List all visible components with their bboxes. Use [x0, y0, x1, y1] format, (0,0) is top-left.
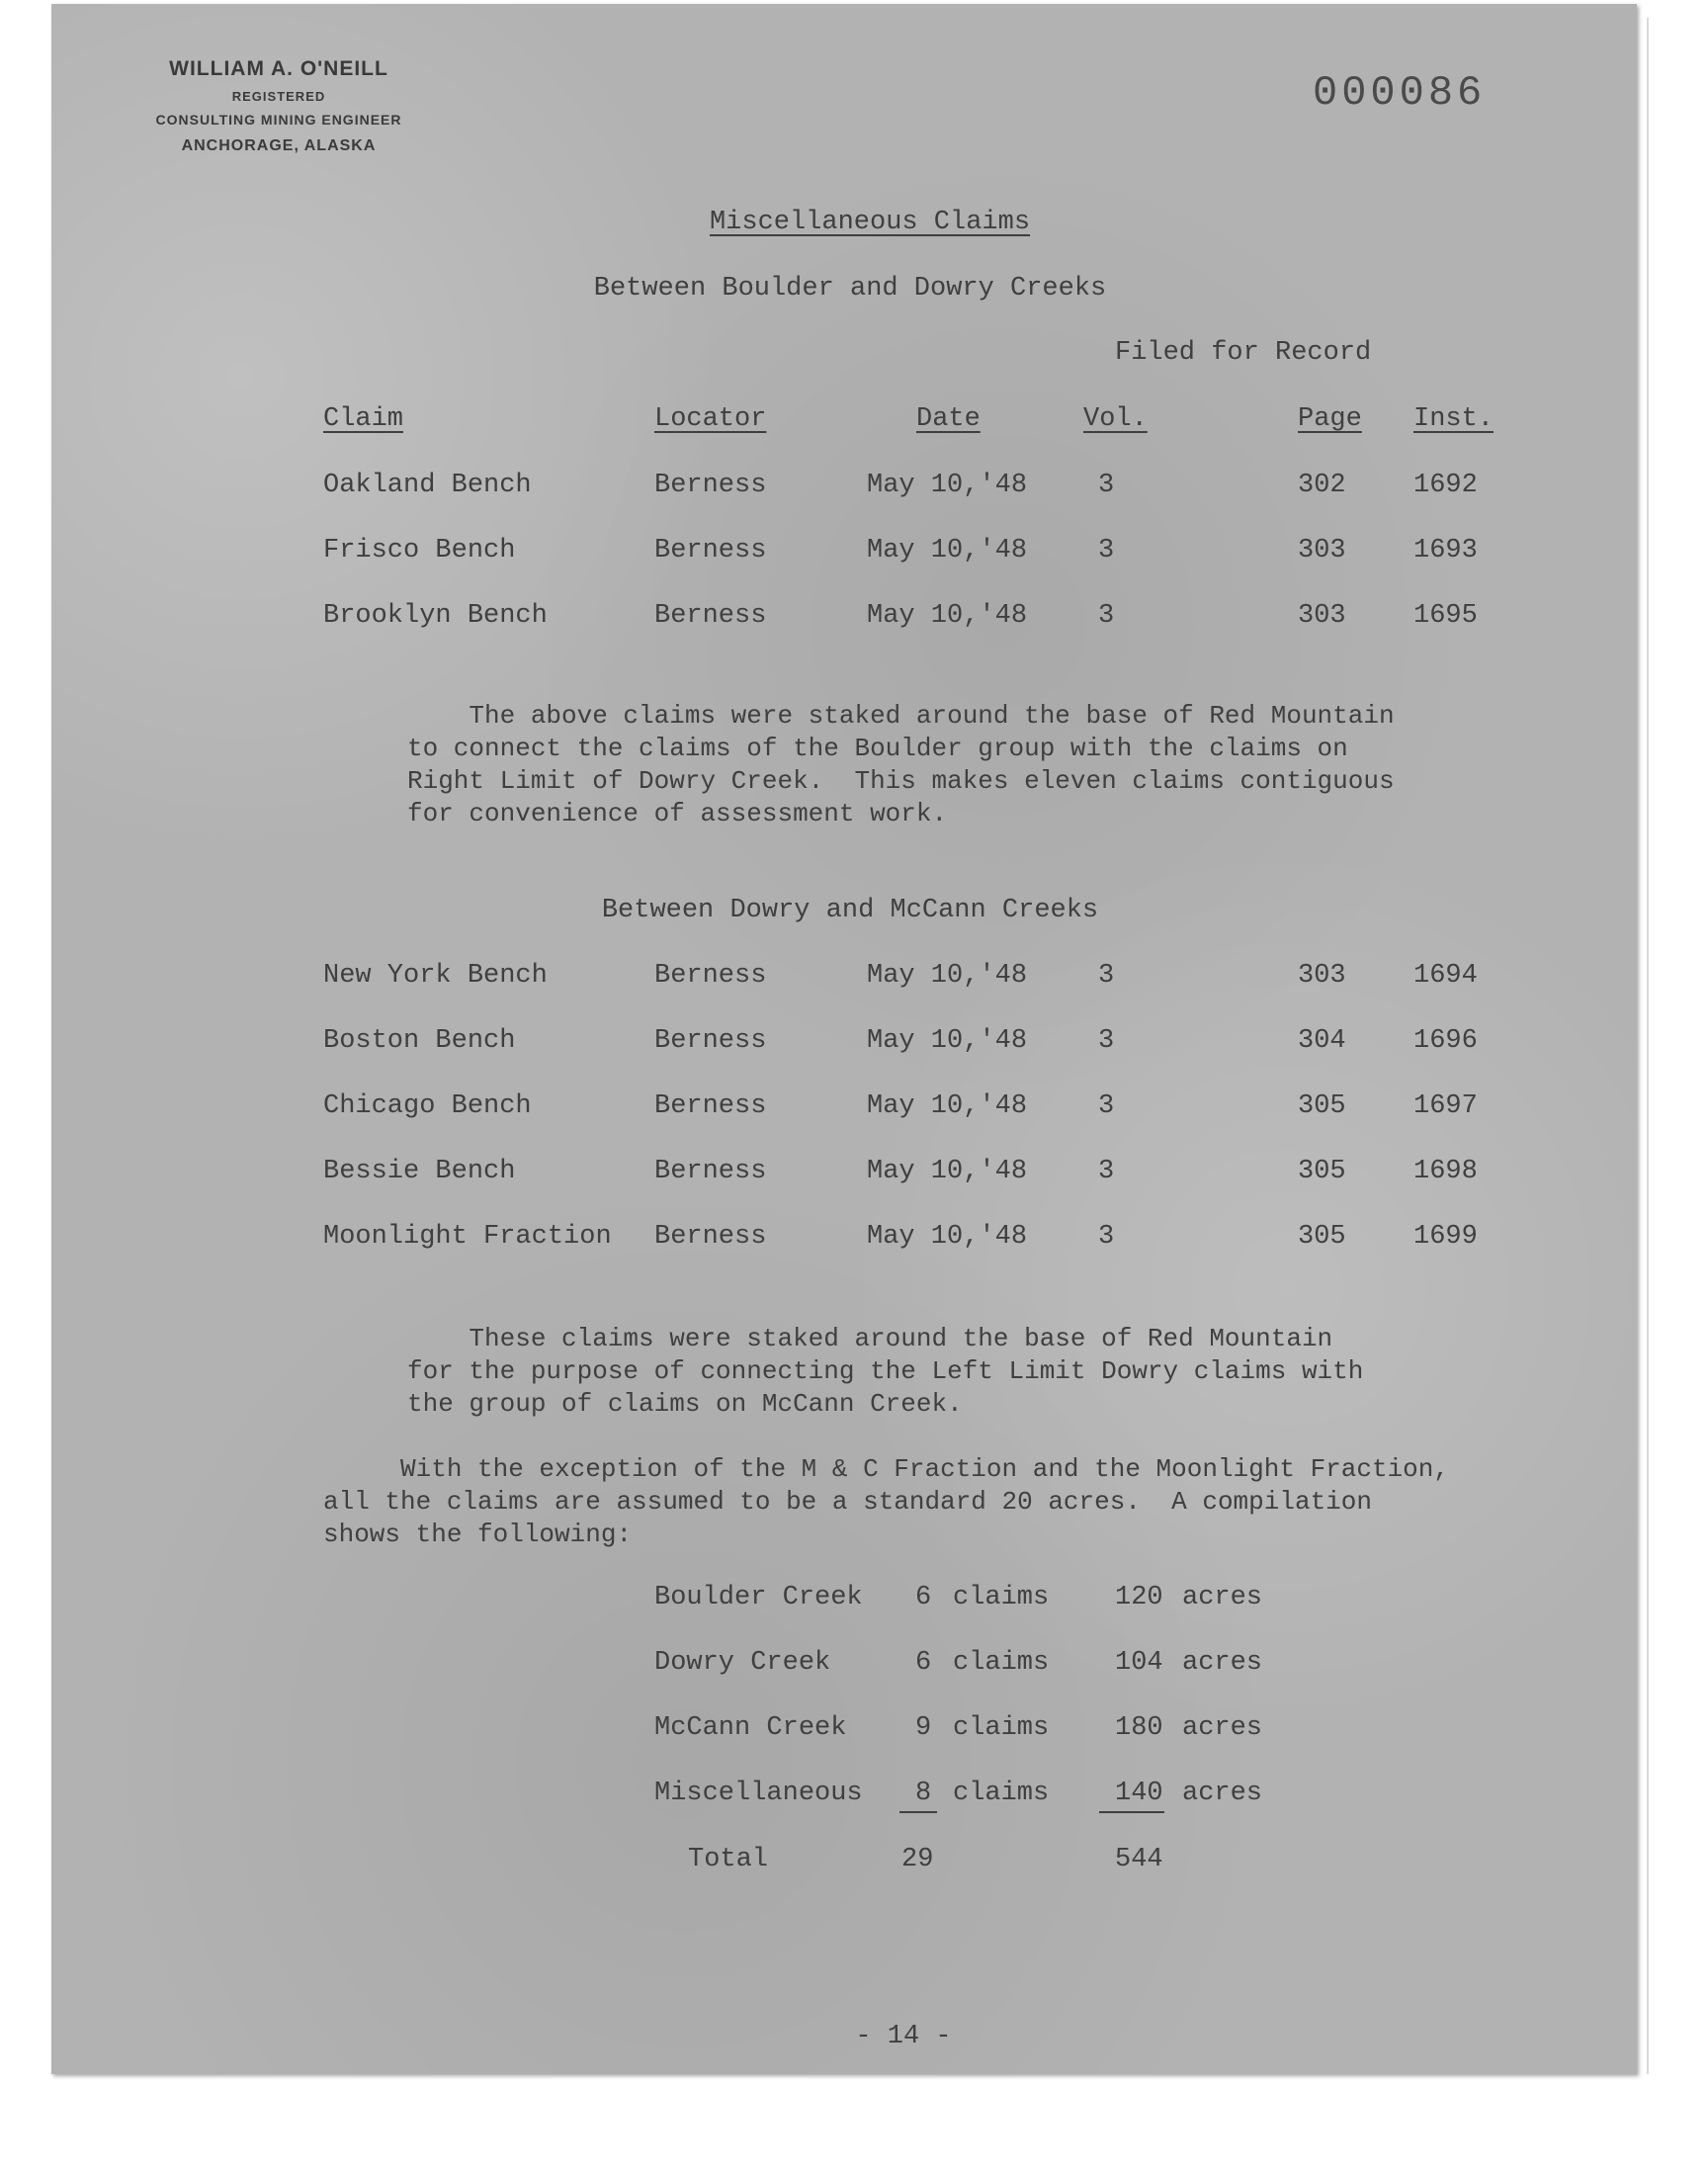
- acres-value: 140: [1115, 1779, 1163, 1808]
- date: May 10,'48: [867, 1091, 1028, 1121]
- locator: Berness: [654, 961, 767, 991]
- claim-name: Chicago Bench: [323, 1091, 532, 1121]
- section1-title: Between Boulder and Dowry Creeks: [593, 274, 1107, 304]
- volume: 3: [1098, 1157, 1115, 1186]
- column-page: Page: [1298, 404, 1362, 434]
- claims-count: 9: [915, 1713, 932, 1743]
- document-page: [51, 4, 1637, 2074]
- page: 303: [1298, 601, 1346, 631]
- letterhead-title: CONSULTING MINING ENGINEER: [155, 112, 402, 128]
- column-inst: Inst.: [1413, 404, 1494, 434]
- note-line: for convenience of assessment work.: [407, 799, 948, 828]
- instrument: 1693: [1413, 536, 1478, 566]
- instrument: 1695: [1413, 601, 1478, 631]
- creek-name: Boulder Creek: [654, 1583, 863, 1612]
- locator: Berness: [654, 601, 767, 631]
- locator: Berness: [654, 1222, 767, 1252]
- claims-unit: claims: [953, 1779, 1050, 1808]
- page-edge: [1647, 18, 1649, 2074]
- locator: Berness: [654, 536, 767, 566]
- claim-name: Oakland Bench: [323, 471, 532, 500]
- creek-name: Miscellaneous: [654, 1779, 863, 1808]
- note-line: These claims were staked around the base of Red Mountain: [407, 1324, 1333, 1353]
- instrument: 1699: [1413, 1222, 1478, 1252]
- locator: Berness: [654, 1091, 767, 1121]
- claims-count: 6: [915, 1583, 932, 1612]
- date: May 10,'48: [867, 1026, 1028, 1056]
- claims-count: 6: [915, 1648, 932, 1678]
- total-claims: 29: [901, 1845, 934, 1874]
- volume: 3: [1098, 601, 1115, 631]
- volume: 3: [1098, 1091, 1115, 1121]
- acres-unit: acres: [1182, 1648, 1263, 1678]
- claim-name: Frisco Bench: [323, 536, 516, 566]
- claims-unit: claims: [953, 1713, 1050, 1743]
- volume: 3: [1098, 471, 1115, 500]
- document-number-stamp: 000086: [1313, 69, 1487, 117]
- column-date: Date: [916, 404, 981, 434]
- page: 304: [1298, 1026, 1346, 1056]
- date: May 10,'48: [867, 536, 1028, 566]
- note-line: to connect the claims of the Boulder group with the claims on: [407, 734, 1348, 763]
- page: 305: [1298, 1222, 1346, 1252]
- date: May 10,'48: [867, 961, 1028, 991]
- instrument: 1692: [1413, 471, 1478, 500]
- date: May 10,'48: [867, 1157, 1028, 1186]
- claim-name: Bessie Bench: [323, 1157, 516, 1186]
- locator: Berness: [654, 1026, 767, 1056]
- note-line: Right Limit of Dowry Creek. This makes eleven claims contiguous: [407, 766, 1395, 796]
- claim-name: Moonlight Fraction: [323, 1222, 612, 1252]
- acres-value: 180: [1115, 1713, 1163, 1743]
- letterhead-name: WILLIAM A. O'NEILL: [169, 57, 388, 80]
- acres-unit: acres: [1182, 1713, 1263, 1743]
- locator: Berness: [654, 1157, 767, 1186]
- claim-name: New York Bench: [323, 961, 548, 991]
- volume: 3: [1098, 536, 1115, 566]
- section2-title: Between Dowry and McCann Creeks: [601, 896, 1099, 925]
- instrument: 1694: [1413, 961, 1478, 991]
- page: 305: [1298, 1157, 1346, 1186]
- letterhead-registered: REGISTERED: [231, 89, 326, 104]
- volume: 3: [1098, 1222, 1115, 1252]
- paragraph-line: shows the following:: [323, 1520, 633, 1549]
- total-label: Total: [688, 1845, 769, 1874]
- note-line: for the purpose of connecting the Left Limit Dowry claims with: [407, 1356, 1364, 1386]
- note-line: the group of claims on McCann Creek.: [407, 1389, 963, 1419]
- date: May 10,'48: [867, 1222, 1028, 1252]
- creek-name: Dowry Creek: [654, 1648, 831, 1678]
- page-number: - 14 -: [855, 2022, 952, 2051]
- column-vol: Vol.: [1083, 404, 1148, 434]
- acres-sum-underline: [1099, 1811, 1164, 1813]
- date: May 10,'48: [867, 601, 1028, 631]
- instrument: 1696: [1413, 1026, 1478, 1056]
- claims-count: 8: [915, 1779, 932, 1808]
- page: 303: [1298, 961, 1346, 991]
- acres-unit: acres: [1182, 1779, 1263, 1808]
- paragraph-line: With the exception of the M & C Fraction and the Moonlight Fraction,: [323, 1454, 1449, 1484]
- claim-name: Boston Bench: [323, 1026, 516, 1056]
- instrument: 1698: [1413, 1157, 1478, 1186]
- column-claim: Claim: [323, 404, 404, 434]
- acres-value: 120: [1115, 1583, 1163, 1612]
- page-title: Miscellaneous Claims: [709, 208, 1031, 237]
- filed-for-record-label: Filed for Record: [1115, 338, 1372, 368]
- locator: Berness: [654, 471, 767, 500]
- instrument: 1697: [1413, 1091, 1478, 1121]
- paragraph-line: all the claims are assumed to be a standard 20 acres. A compilation: [323, 1487, 1372, 1517]
- note-line: The above claims were staked around the base of Red Mountain: [407, 701, 1395, 731]
- claim-name: Brooklyn Bench: [323, 601, 548, 631]
- claims-unit: claims: [953, 1583, 1050, 1612]
- total-acres: 544: [1115, 1845, 1163, 1874]
- volume: 3: [1098, 1026, 1115, 1056]
- date: May 10,'48: [867, 471, 1028, 500]
- creek-name: McCann Creek: [654, 1713, 847, 1743]
- claims-sum-underline: [899, 1811, 937, 1813]
- letterhead-city: ANCHORAGE, ALASKA: [181, 137, 377, 154]
- page: 305: [1298, 1091, 1346, 1121]
- acres-value: 104: [1115, 1648, 1163, 1678]
- claims-unit: claims: [953, 1648, 1050, 1678]
- volume: 3: [1098, 961, 1115, 991]
- page: 302: [1298, 471, 1346, 500]
- page: 303: [1298, 536, 1346, 566]
- acres-unit: acres: [1182, 1583, 1263, 1612]
- column-locator: Locator: [654, 404, 767, 434]
